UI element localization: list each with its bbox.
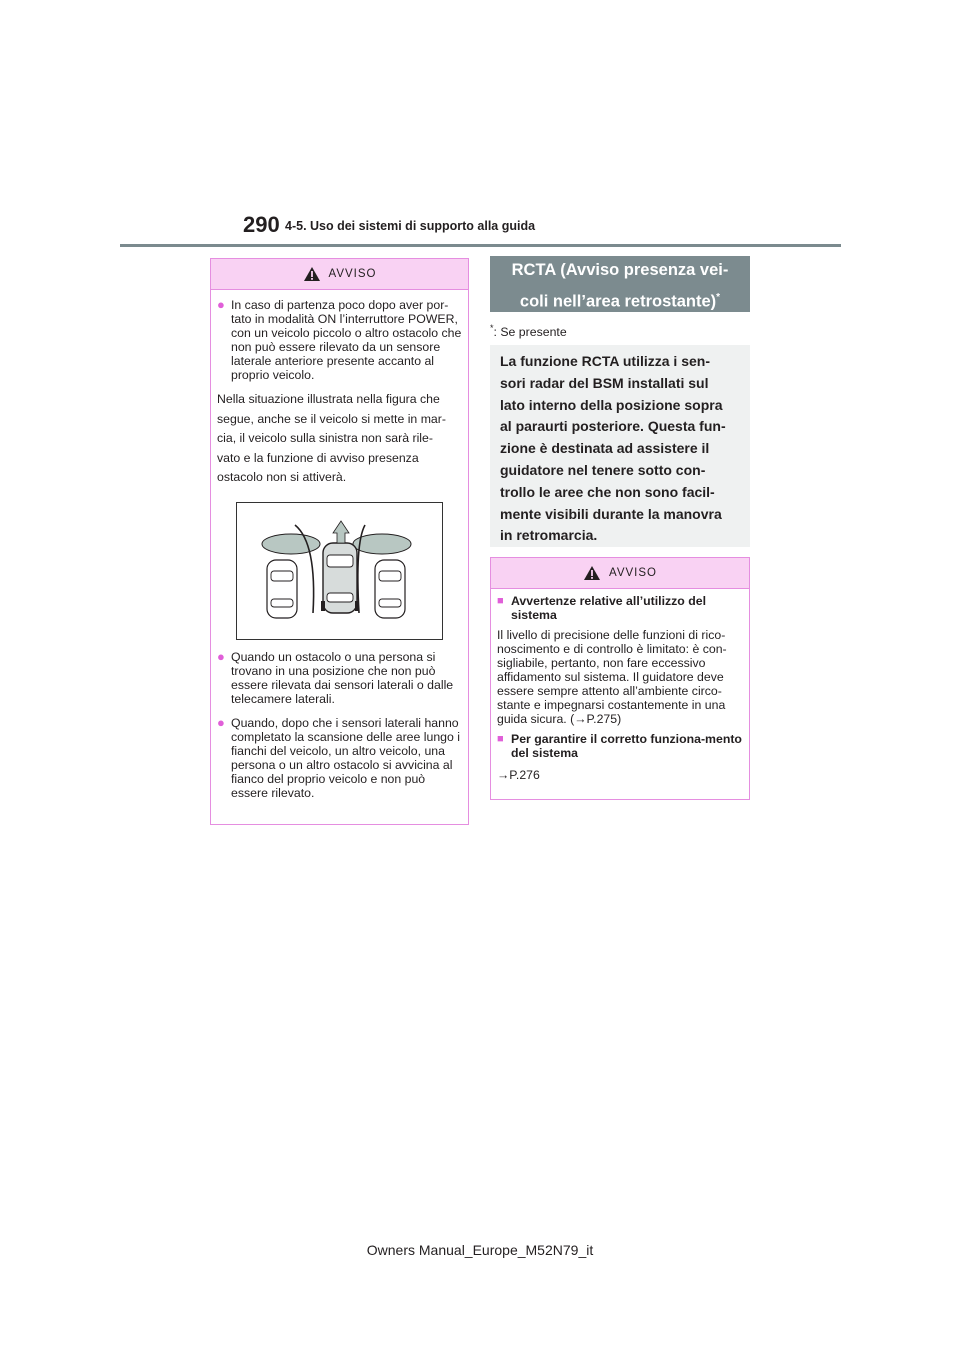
paragraph-line: vato e la funzione di avviso presenza bbox=[217, 450, 419, 465]
title-line-2 bbox=[490, 284, 750, 316]
footnote bbox=[490, 323, 567, 339]
rcta-intro bbox=[490, 345, 750, 547]
warning-label: AVVISO bbox=[609, 567, 657, 579]
subheading bbox=[497, 594, 743, 622]
intro-line: zione è destinata ad assistere il bbox=[500, 440, 710, 457]
warning-triangle-icon bbox=[303, 266, 321, 282]
warning-header bbox=[211, 259, 468, 290]
warning-paragraph bbox=[217, 390, 462, 488]
paragraph-line: cia, il veicolo sulla sinistra non sarà rile- bbox=[217, 431, 433, 445]
bullet-text: Quando un ostacolo o una persona si trovano in una posizione che non può essere rilevata dai sensori laterali o dalle telecamere laterali. bbox=[231, 649, 454, 706]
square-bullet-icon: ■ bbox=[497, 595, 504, 607]
paragraph-line: Nella situazione illustrata nella figura che bbox=[217, 392, 440, 406]
bullet-icon: ● bbox=[217, 648, 225, 664]
intro-line: in retromarcia. bbox=[500, 527, 598, 544]
bullet-text: In caso di partenza poco dopo aver por-tato in modalità ON l’interruttore POWER, con un veicolo piccolo o altro ostacolo che non può essere rilevato da un sensore laterale anteriore presente accanto al proprio veicolo. bbox=[231, 298, 462, 382]
right-warning-box bbox=[490, 557, 750, 800]
footer-text: Owners Manual_Europe_M52N79_it bbox=[366, 1242, 594, 1258]
intro-line: guidatore nel tenere sotto con- bbox=[500, 461, 706, 478]
warning-triangle-icon bbox=[583, 565, 601, 581]
intro-line: al paraurti posteriore. Questa fun- bbox=[500, 418, 726, 435]
left-warning-box bbox=[210, 258, 469, 825]
warning-label: AVVISO bbox=[328, 268, 377, 280]
list-item bbox=[217, 650, 462, 706]
paragraph-line: ostacolo non si attiverà. bbox=[217, 470, 347, 484]
intro-line: La funzione RCTA utilizza i sen- bbox=[500, 353, 710, 369]
intro-line: trollo le aree che non sono facil- bbox=[500, 483, 715, 500]
parking-illustration bbox=[236, 502, 443, 640]
page-reference: →P.276 bbox=[497, 768, 540, 782]
bullet-text: Quando, dopo che i sensori laterali hanno completato la scansione delle aree lungo i fianchi del veicolo, un altro veicolo, una persona o un altro ostacolo si avvicina al fianco del proprio veicolo e non può essere rilevato. bbox=[231, 715, 461, 800]
list-item bbox=[217, 298, 462, 382]
subheading-text: Per garantire il corretto funziona-mento del sistema bbox=[511, 732, 742, 760]
intro-line: lato interno della posizione sopra bbox=[500, 396, 723, 413]
list-item bbox=[217, 716, 462, 800]
section-title: 4-5. Uso dei sistemi di supporto alla guida bbox=[285, 219, 536, 233]
rcta-title bbox=[490, 256, 750, 312]
bullet-icon: ● bbox=[217, 297, 225, 312]
header-rule bbox=[120, 244, 841, 247]
footnote-asterisk: * bbox=[490, 323, 494, 333]
footnote-text: : Se presente bbox=[493, 325, 567, 340]
intro-line: mente visibili durante la manovra bbox=[500, 505, 722, 522]
title-line: RCTA (Avviso presenza vei- bbox=[511, 261, 729, 279]
subheading bbox=[497, 732, 743, 760]
title-asterisk: * bbox=[716, 292, 721, 303]
title-line-text: coli nell’area retrostante) bbox=[519, 292, 717, 311]
warning-paragraph: Il livello di precisione delle funzioni di rico-noscimento e di controllo è limitato: è con-sigliabile, pertanto, non fare eccessivo affidamento sul sistema. Il guidatore deve essere sempre attento all’ambiente circo-stante e impegnarsi costantemente in una guida sicura. (→P.275) bbox=[497, 628, 727, 726]
paragraph-line: segue, anche se il veicolo si mette in mar- bbox=[217, 411, 446, 426]
square-bullet-icon: ■ bbox=[497, 733, 504, 745]
parking-diagram bbox=[237, 503, 442, 639]
warning-header bbox=[491, 558, 749, 589]
subheading-text: Avvertenze relative all’utilizzo del sistema bbox=[511, 594, 706, 622]
intro-line: sori radar del BSM installati sul bbox=[500, 374, 709, 391]
page-number: 290 bbox=[243, 212, 280, 237]
bullet-icon: ● bbox=[217, 714, 225, 730]
